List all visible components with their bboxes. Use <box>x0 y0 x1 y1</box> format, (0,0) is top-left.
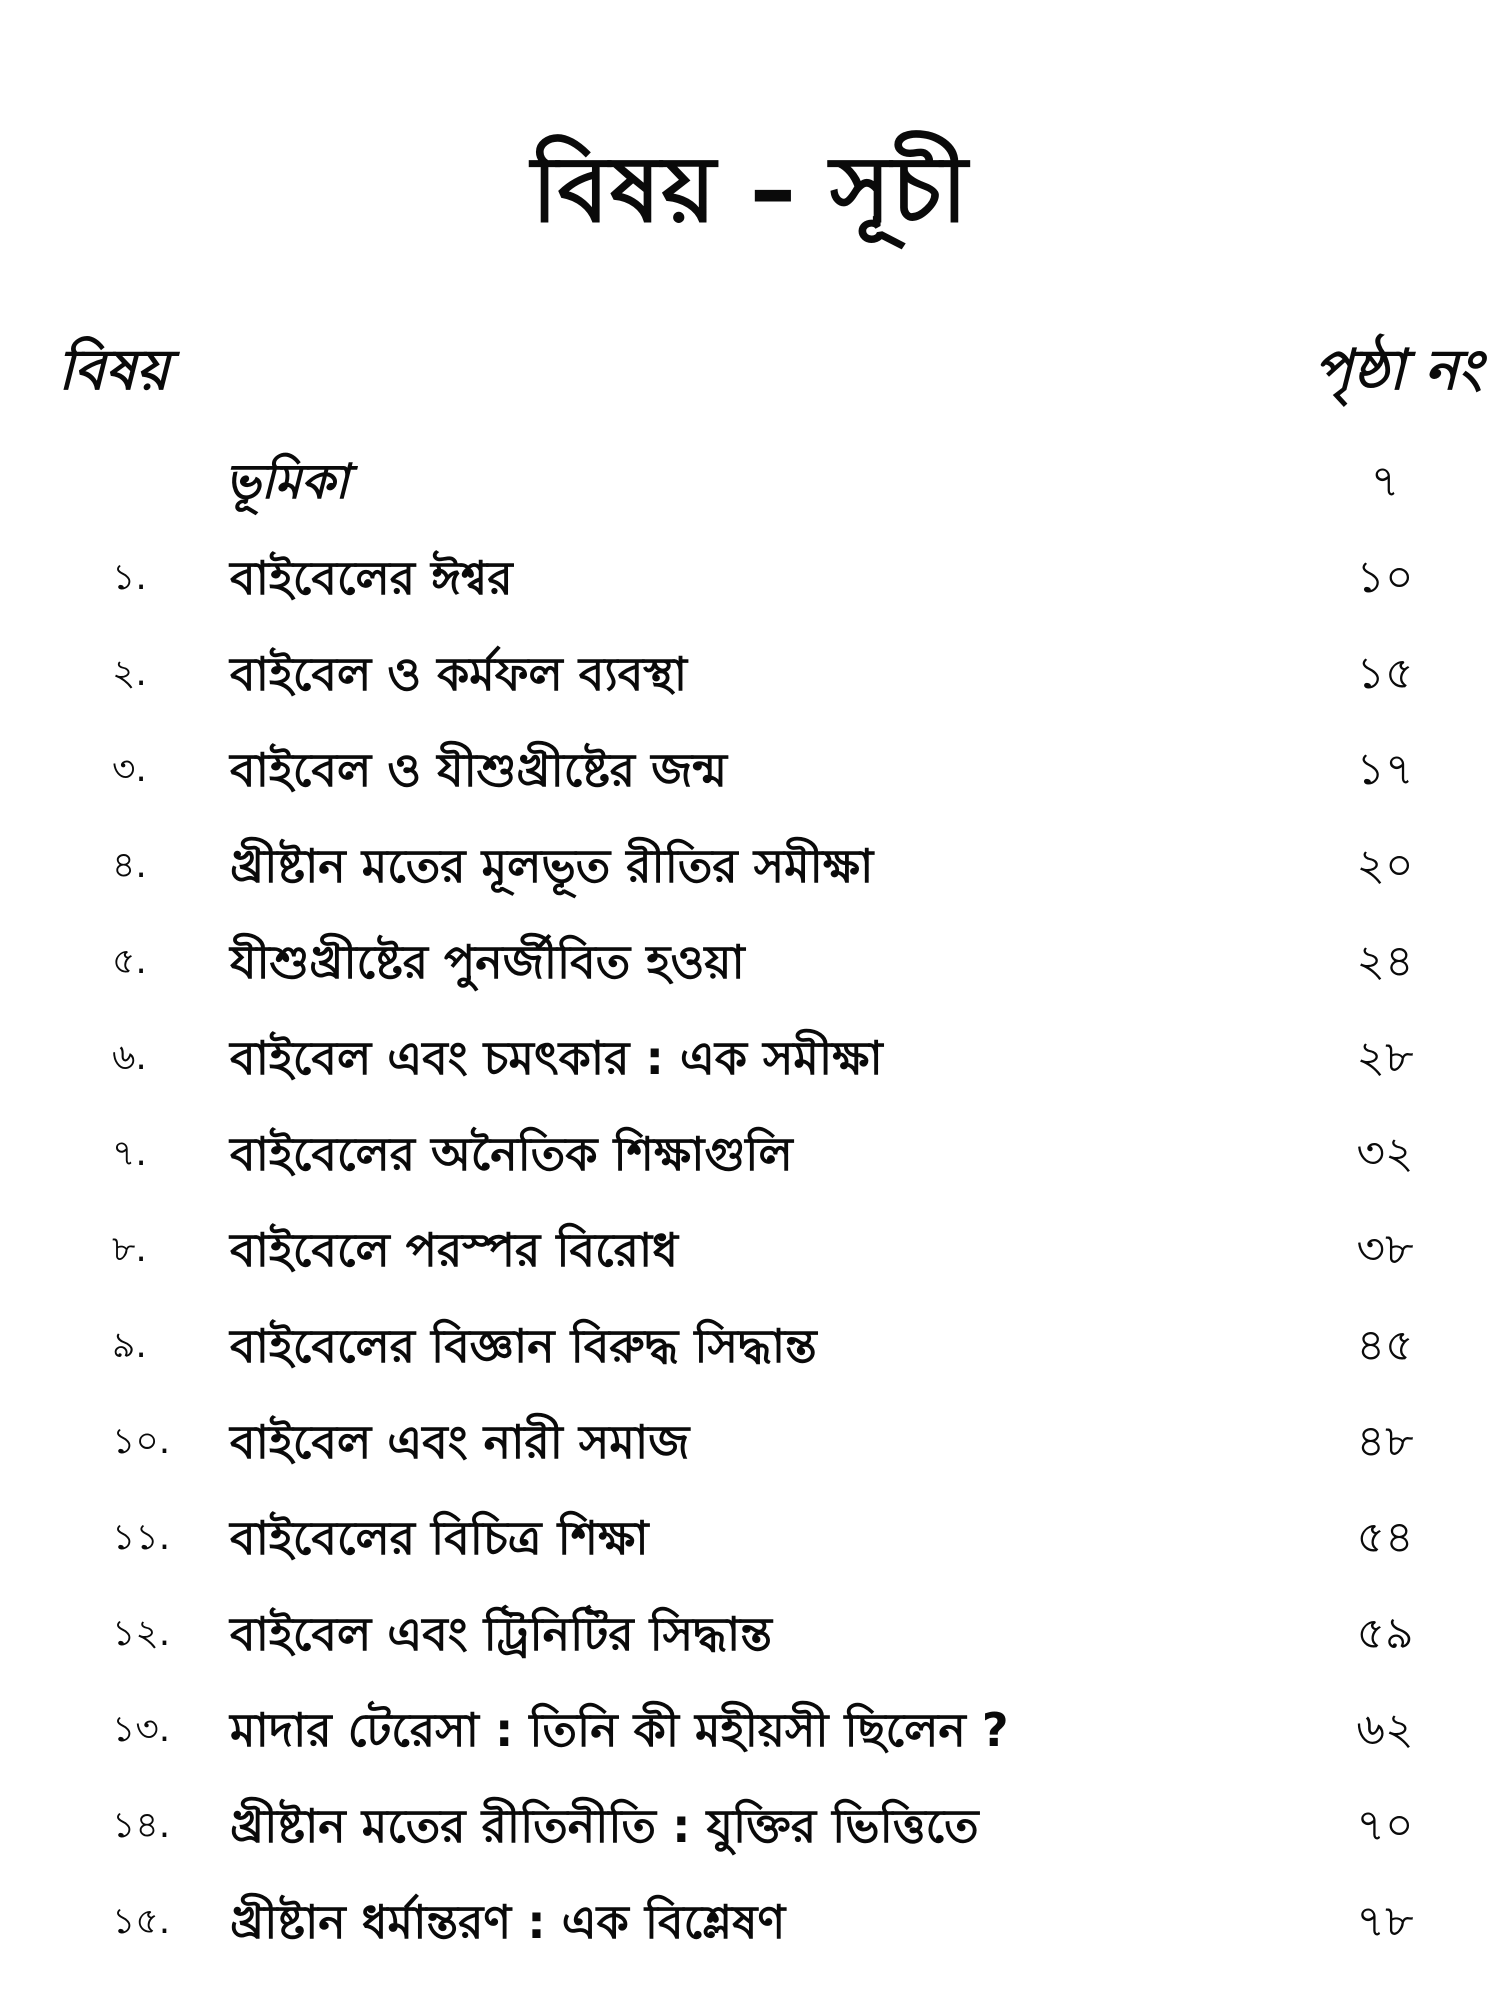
toc-entry-number: ১০. <box>112 1421 171 1462</box>
toc-entry-number: ১১. <box>112 1517 171 1558</box>
toc-entry-page-number: ১৫ <box>1356 648 1414 699</box>
toc-entry-page-number: ৫৪ <box>1356 1512 1414 1563</box>
toc-entry-title: বাইবেল এবং ট্রিনিটির সিদ্ধান্ত <box>230 1607 772 1661</box>
toc-entry-number: ৫. <box>112 941 147 982</box>
toc-entry-number: ৩. <box>112 749 147 790</box>
toc-entry-number: ১২. <box>112 1613 171 1654</box>
toc-entry-title: বাইবেল এবং নারী সমাজ <box>230 1415 690 1469</box>
toc-entry-page-number: ৩২ <box>1356 1128 1414 1179</box>
toc-entry-number: ১৩. <box>112 1709 171 1750</box>
toc-entry-number: ২. <box>112 653 147 694</box>
toc-entry-title: বাইবেলের অনৈতিক শিক্ষাগুলি <box>230 1127 793 1181</box>
toc-entry-page-number: ১৭ <box>1356 744 1414 795</box>
page-number-column-heading: পৃষ্ঠা নং <box>1314 338 1482 403</box>
toc-entry-page-number: ১০ <box>1356 552 1414 603</box>
toc-entry <box>0 1697 1500 1793</box>
toc-entry <box>0 1409 1500 1505</box>
toc-entry-title: বাইবেল এবং চমৎকার : এক সমীক্ষা <box>230 1031 883 1085</box>
toc-entry-page-number: ৬২ <box>1356 1704 1414 1755</box>
toc-entry-number: ৭. <box>112 1133 147 1174</box>
toc-entry-title: বাইবেল ও যীশুখ্রীষ্টের জন্ম <box>230 743 728 797</box>
toc-entry <box>0 1217 1500 1313</box>
toc-entry-title: বাইবেলের বিজ্ঞান বিরুদ্ধ সিদ্ধান্ত <box>230 1319 817 1373</box>
intro-page-number: ৭ <box>1370 456 1400 507</box>
toc-entry-title: বাইবেলের ঈশ্বর <box>230 551 513 605</box>
toc-entry-page-number: ৩৮ <box>1356 1224 1414 1275</box>
toc-entry-number: ৪. <box>112 845 147 886</box>
toc-entry <box>0 737 1500 833</box>
toc-entry-number: ৮. <box>112 1229 147 1270</box>
page-title: বিষয় – সূচী <box>531 136 969 243</box>
toc-entry <box>0 1505 1500 1601</box>
table-of-contents-list <box>0 545 1500 1985</box>
toc-entry-page-number: ৭০ <box>1356 1800 1414 1851</box>
toc-entry <box>0 1793 1500 1889</box>
toc-entry-number: ১৪. <box>112 1805 171 1846</box>
toc-entry <box>0 1025 1500 1121</box>
toc-entry-page-number: ৫৯ <box>1356 1608 1414 1659</box>
toc-entry-title: বাইবেল ও কর্মফল ব্যবস্থা <box>230 647 688 701</box>
toc-entry <box>0 545 1500 641</box>
toc-entry <box>0 1313 1500 1409</box>
toc-entry-title: খ্রীষ্টান মতের মূলভূত রীতির সমীক্ষা <box>230 839 874 893</box>
toc-entry-number: ৯. <box>112 1325 147 1366</box>
toc-entry <box>0 833 1500 929</box>
toc-entry-number: ১. <box>112 557 147 598</box>
toc-entry-page-number: ২৪ <box>1356 936 1414 987</box>
toc-entry-page-number: ৪৫ <box>1356 1320 1414 1371</box>
toc-entry-page-number: ২০ <box>1356 840 1414 891</box>
toc-entry <box>0 1889 1500 1985</box>
toc-entry-number: ১৫. <box>112 1901 171 1942</box>
toc-entry-page-number: ৪৮ <box>1356 1416 1414 1467</box>
toc-entry-title: বাইবেলে পরস্পর বিরোধ <box>230 1223 679 1277</box>
toc-entry-title: যীশুখ্রীষ্টের পুনর্জীবিত হওয়া <box>230 935 745 989</box>
toc-entry-page-number: ৭৮ <box>1356 1896 1414 1947</box>
toc-entry <box>0 929 1500 1025</box>
toc-entry-title: মাদার টেরেসা : তিনি কী মহীয়সী ছিলেন ? <box>230 1703 1009 1757</box>
intro-title: ভূমিকা <box>225 454 349 510</box>
toc-entry-title: খ্রীষ্টান ধর্মান্তরণ : এক বিশ্লেষণ <box>230 1895 786 1949</box>
toc-entry <box>0 1121 1500 1217</box>
toc-entry-title: খ্রীষ্টান মতের রীতিনীতি : যুক্তির ভিত্তিতে <box>230 1799 979 1853</box>
topic-column-heading: বিষয় <box>58 338 170 403</box>
toc-entry-title: বাইবেলের বিচিত্র শিক্ষা <box>230 1511 649 1565</box>
toc-entry-number: ৬. <box>112 1037 147 1078</box>
toc-entry <box>0 641 1500 737</box>
toc-entry-page-number: ২৮ <box>1356 1032 1414 1083</box>
toc-entry <box>0 1601 1500 1697</box>
